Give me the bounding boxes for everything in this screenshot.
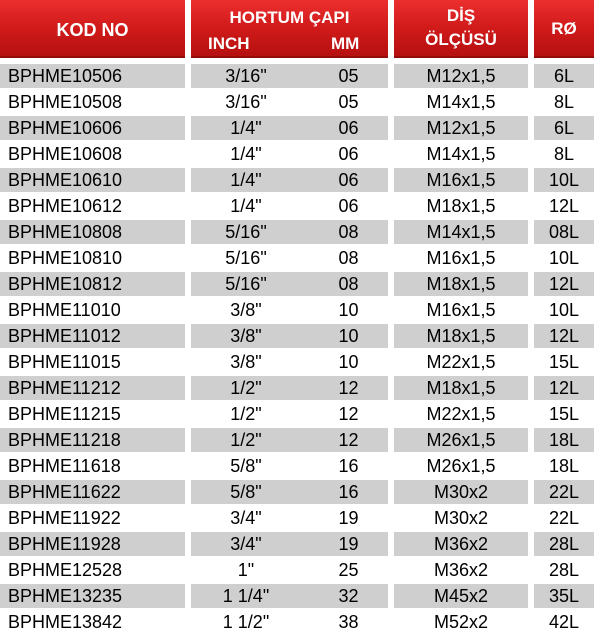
cell-ro [534, 142, 594, 166]
inch-value: 5/16" [225, 222, 267, 242]
cell-ro [534, 610, 594, 634]
cell-dis [394, 402, 528, 426]
cell-hortum [191, 454, 388, 478]
table-row [0, 480, 601, 506]
cell-ro [534, 402, 594, 426]
dis-value: M14x1,5 [426, 92, 496, 112]
ro-value: 6L [553, 66, 575, 86]
cell-kod [0, 116, 185, 140]
cell-ro [534, 90, 594, 114]
kod-value: BPHME10508 [8, 92, 123, 112]
cell-hortum [191, 90, 388, 114]
cell-hortum [191, 324, 388, 348]
table-row [0, 584, 601, 610]
kod-value: BPHME12528 [8, 560, 123, 580]
cell-hortum [191, 558, 388, 582]
header-kod-no [0, 0, 185, 58]
cell-ro [534, 376, 594, 400]
table-row [0, 402, 601, 428]
cell-kod [0, 532, 185, 556]
dis-value: M16x1,5 [426, 300, 496, 320]
ro-value: 18L [548, 430, 580, 450]
mm-value: 05 [338, 66, 359, 86]
dis-value: M45x2 [433, 586, 489, 606]
cell-hortum [191, 428, 388, 452]
inch-value: 1 1/4" [222, 586, 270, 606]
table-row [0, 428, 601, 454]
mm-value: 12 [338, 378, 359, 398]
ro-value: 15L [548, 404, 580, 424]
kod-value: BPHME10608 [8, 144, 123, 164]
mm-value: 16 [338, 456, 359, 476]
kod-value: BPHME10610 [8, 170, 123, 190]
cell-kod [0, 168, 185, 192]
table-row [0, 558, 601, 584]
cell-hortum [191, 610, 388, 634]
dis-value: M18x1,5 [426, 274, 496, 294]
cell-kod [0, 480, 185, 504]
cell-ro [534, 454, 594, 478]
mm-value: 08 [338, 248, 359, 268]
table-row [0, 506, 601, 532]
ro-value: 18L [548, 456, 580, 476]
cell-hortum [191, 584, 388, 608]
ro-value: 10L [548, 170, 580, 190]
inch-value: 1/2" [230, 378, 262, 398]
kod-value: BPHME11015 [8, 352, 121, 372]
table-row [0, 350, 601, 376]
dis-value: M36x2 [433, 534, 489, 554]
dis-value: M36x2 [433, 560, 489, 580]
cell-dis [394, 610, 528, 634]
cell-kod [0, 584, 185, 608]
cell-dis [394, 298, 528, 322]
cell-dis [394, 64, 528, 88]
cell-ro [534, 194, 594, 218]
mm-value: 05 [338, 92, 359, 112]
ro-value: 12L [548, 326, 580, 346]
header-ro-label: RØ [551, 19, 577, 38]
cell-hortum [191, 142, 388, 166]
mm-value: 10 [338, 326, 359, 346]
cell-dis [394, 454, 528, 478]
cell-dis [394, 324, 528, 348]
cell-hortum [191, 402, 388, 426]
inch-value: 3/16" [225, 92, 267, 112]
header-hortum-capi-label: HORTUM ÇAPI [229, 8, 350, 27]
dis-value: M26x1,5 [426, 430, 496, 450]
cell-ro [534, 506, 594, 530]
cell-kod [0, 428, 185, 452]
cell-kod [0, 90, 185, 114]
cell-kod [0, 194, 185, 218]
table-row [0, 376, 601, 402]
cell-dis [394, 220, 528, 244]
ro-value: 10L [548, 248, 580, 268]
dis-value: M30x2 [433, 508, 489, 528]
ro-value: 15L [548, 352, 580, 372]
cell-hortum [191, 194, 388, 218]
cell-ro [534, 480, 594, 504]
mm-value: 32 [338, 586, 359, 606]
header-dis-label-line2: ÖLÇÜSÜ [425, 30, 497, 49]
table-row [0, 64, 601, 90]
mm-value: 12 [338, 404, 359, 424]
dis-value: M18x1,5 [426, 378, 496, 398]
mm-value: 10 [338, 300, 359, 320]
mm-value: 06 [338, 170, 359, 190]
cell-kod [0, 220, 185, 244]
inch-value: 1/4" [230, 196, 262, 216]
cell-kod [0, 506, 185, 530]
cell-hortum [191, 376, 388, 400]
cell-hortum [191, 168, 388, 192]
cell-dis [394, 194, 528, 218]
mm-value: 38 [338, 612, 359, 632]
kod-value: BPHME10810 [8, 248, 123, 268]
cell-kod [0, 454, 185, 478]
inch-value: 5/8" [230, 456, 262, 476]
dis-value: M14x1,5 [426, 222, 496, 242]
header-dis-label-line1: DİŞ [446, 6, 476, 25]
mm-value: 25 [338, 560, 359, 580]
cell-dis [394, 116, 528, 140]
inch-value: 1/2" [230, 404, 262, 424]
cell-hortum [191, 220, 388, 244]
header-dis-olcusu [394, 0, 528, 58]
ro-value: 12L [548, 378, 580, 398]
cell-dis [394, 558, 528, 582]
ro-value: 28L [548, 560, 580, 580]
inch-value: 3/16" [225, 66, 267, 86]
kod-value: BPHME11922 [8, 508, 121, 528]
table-row [0, 298, 601, 324]
cell-kod [0, 324, 185, 348]
cell-dis [394, 584, 528, 608]
cell-hortum [191, 116, 388, 140]
cell-ro [534, 324, 594, 348]
cell-hortum [191, 272, 388, 296]
ro-value: 6L [553, 118, 575, 138]
dis-value: M18x1,5 [426, 196, 496, 216]
mm-value: 19 [338, 534, 359, 554]
inch-value: 1/4" [230, 170, 262, 190]
kod-value: BPHME13842 [8, 612, 123, 632]
kod-value: BPHME10612 [8, 196, 123, 216]
ro-value: 22L [548, 482, 580, 502]
ro-value: 10L [548, 300, 580, 320]
cell-kod [0, 350, 185, 374]
table-row [0, 142, 601, 168]
mm-value: 06 [338, 196, 359, 216]
table-row [0, 220, 601, 246]
kod-value: BPHME11212 [8, 378, 121, 398]
inch-value: 1/4" [230, 144, 262, 164]
dis-value: M12x1,5 [426, 66, 496, 86]
cell-dis [394, 272, 528, 296]
cell-ro [534, 428, 594, 452]
inch-value: 3/8" [230, 352, 262, 372]
mm-value: 06 [338, 144, 359, 164]
cell-hortum [191, 64, 388, 88]
kod-value: BPHME11218 [8, 430, 121, 450]
cell-hortum [191, 532, 388, 556]
cell-dis [394, 142, 528, 166]
mm-value: 12 [338, 430, 359, 450]
dis-value: M14x1,5 [426, 144, 496, 164]
inch-value: 5/16" [225, 248, 267, 268]
mm-value: 06 [338, 118, 359, 138]
cell-dis [394, 376, 528, 400]
table-body [0, 64, 601, 636]
cell-kod [0, 610, 185, 634]
kod-value: BPHME13235 [8, 586, 123, 606]
inch-value: 5/16" [225, 274, 267, 294]
ro-value: 08L [548, 222, 580, 242]
cell-ro [534, 272, 594, 296]
dis-value: M26x1,5 [426, 456, 496, 476]
kod-value: BPHME10506 [8, 66, 123, 86]
inch-value: 1" [237, 560, 255, 580]
inch-value: 3/4" [230, 508, 262, 528]
cell-ro [534, 532, 594, 556]
cell-kod [0, 142, 185, 166]
table-row [0, 168, 601, 194]
ro-value: 8L [553, 144, 575, 164]
cell-dis [394, 532, 528, 556]
cell-hortum [191, 350, 388, 374]
ro-value: 42L [548, 612, 580, 632]
table-row [0, 532, 601, 558]
cell-dis [394, 90, 528, 114]
dis-value: M22x1,5 [426, 352, 496, 372]
kod-value: BPHME11622 [8, 482, 121, 502]
table-row [0, 90, 601, 116]
cell-hortum [191, 246, 388, 270]
header-inch-label: INCH [208, 34, 250, 53]
table-row [0, 116, 601, 142]
mm-value: 19 [338, 508, 359, 528]
mm-value: 10 [338, 352, 359, 372]
table-row [0, 454, 601, 480]
mm-value: 08 [338, 274, 359, 294]
cell-dis [394, 506, 528, 530]
table-row [0, 272, 601, 298]
ro-value: 35L [548, 586, 580, 606]
cell-ro [534, 116, 594, 140]
cell-dis [394, 428, 528, 452]
header-kod-no-label: KOD NO [56, 20, 129, 40]
cell-ro [534, 350, 594, 374]
cell-kod [0, 64, 185, 88]
cell-ro [534, 64, 594, 88]
ro-value: 8L [553, 92, 575, 112]
header-mm-label: MM [331, 34, 360, 53]
kod-value: BPHME10812 [8, 274, 123, 294]
cell-ro [534, 220, 594, 244]
cell-kod [0, 246, 185, 270]
kod-value: BPHME11215 [8, 404, 121, 424]
ro-value: 22L [548, 508, 580, 528]
inch-value: 5/8" [230, 482, 262, 502]
cell-kod [0, 272, 185, 296]
table-row [0, 610, 601, 636]
inch-value: 1/4" [230, 118, 262, 138]
cell-kod [0, 558, 185, 582]
header-ro [534, 0, 594, 58]
table-row [0, 324, 601, 350]
cell-ro [534, 558, 594, 582]
cell-dis [394, 246, 528, 270]
mm-value: 16 [338, 482, 359, 502]
ro-value: 12L [548, 196, 580, 216]
inch-value: 1 1/2" [222, 612, 270, 632]
cell-kod [0, 376, 185, 400]
ro-value: 28L [548, 534, 580, 554]
dis-value: M12x1,5 [426, 118, 496, 138]
dis-value: M16x1,5 [426, 248, 496, 268]
inch-value: 3/8" [230, 300, 262, 320]
cell-hortum [191, 480, 388, 504]
ro-value: 12L [548, 274, 580, 294]
cell-dis [394, 168, 528, 192]
cell-ro [534, 246, 594, 270]
kod-value: BPHME11928 [8, 534, 121, 554]
kod-value: BPHME10808 [8, 222, 123, 242]
cell-ro [534, 298, 594, 322]
inch-value: 3/8" [230, 326, 262, 346]
kod-value: BPHME11010 [8, 300, 121, 320]
cell-kod [0, 298, 185, 322]
dis-value: M16x1,5 [426, 170, 496, 190]
cell-ro [534, 168, 594, 192]
header-hortum-capi [191, 0, 388, 58]
cell-hortum [191, 506, 388, 530]
dis-value: M18x1,5 [426, 326, 496, 346]
table-row [0, 194, 601, 220]
kod-value: BPHME11618 [8, 456, 121, 476]
mm-value: 08 [338, 222, 359, 242]
cell-hortum [191, 298, 388, 322]
dis-value: M52x2 [433, 612, 489, 632]
cell-dis [394, 480, 528, 504]
cell-dis [394, 350, 528, 374]
inch-value: 3/4" [230, 534, 262, 554]
dis-value: M22x1,5 [426, 404, 496, 424]
kod-value: BPHME10606 [8, 118, 123, 138]
cell-ro [534, 584, 594, 608]
kod-value: BPHME11012 [8, 326, 121, 346]
cell-kod [0, 402, 185, 426]
inch-value: 1/2" [230, 430, 262, 450]
dis-value: M30x2 [433, 482, 489, 502]
table-row [0, 246, 601, 272]
